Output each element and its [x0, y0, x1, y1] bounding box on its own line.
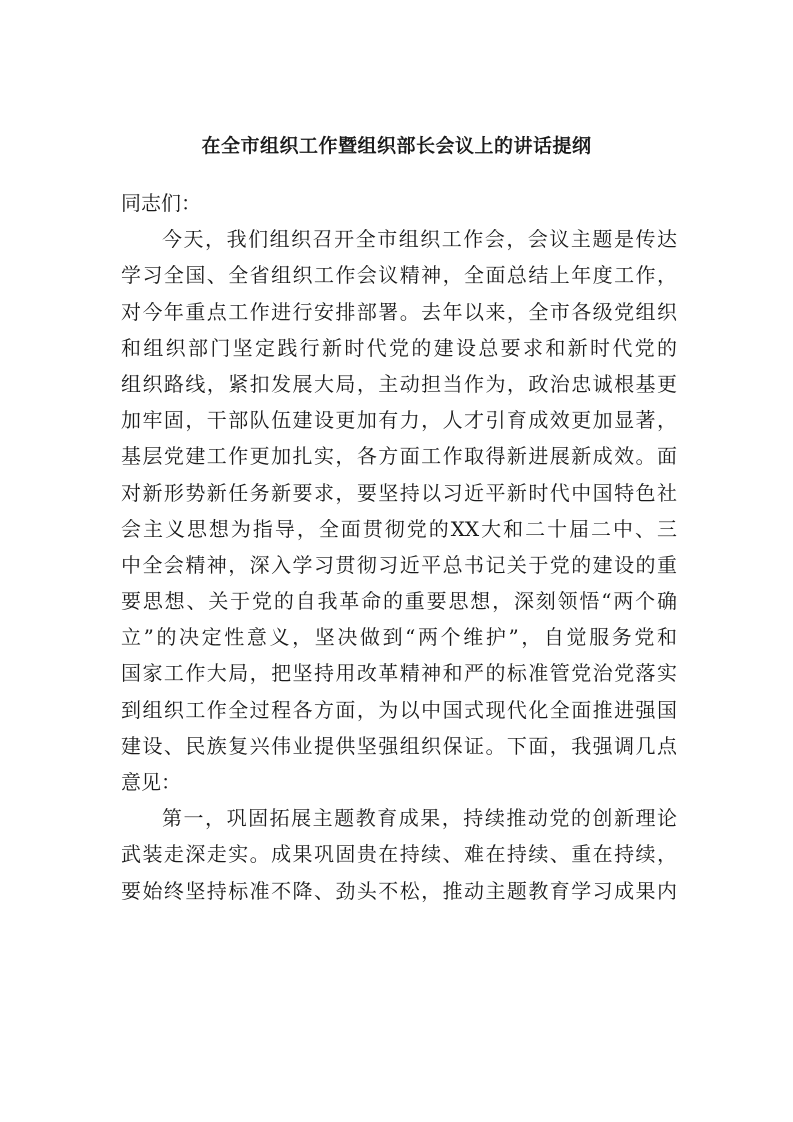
paragraph-line: 立”的决定性意义，坚决做到“两个维护”，自觉服务党和 [121, 625, 677, 650]
paragraph-line: 中全会精神，深入学习贯彻习近平总书记关于党的建设的重 [121, 552, 677, 577]
paragraph-line: 对今年重点工作进行安排部署。去年以来，全市各级党组织 [121, 299, 677, 324]
paragraph-line: 国家工作大局，把坚持用改革精神和严的标准管党治党落实 [121, 661, 677, 686]
document-body [121, 185, 677, 909]
paragraph-line: 加牢固，干部队伍建设更加有力，人才引育成效更加显著， [121, 408, 677, 433]
salutation: 同志们： [121, 191, 201, 215]
paragraph-line: 建设、民族复兴伟业提供坚强组织保证。下面，我强调几点 [121, 733, 677, 758]
paragraph-line: 到组织工作全过程各方面，为以中国式现代化全面推进强国 [121, 697, 677, 722]
paragraph-line: 意见： [121, 770, 181, 794]
paragraph-line: 要始终坚持标准不降、劲头不松，推动主题教育学习成果内 [121, 878, 677, 903]
paragraph-line: 基层党建工作更加扎实，各方面工作取得新进展新成效。面 [121, 444, 677, 469]
paragraph-line: 组织路线，紧扣发展大局，主动担当作为，政治忠诚根基更 [121, 371, 677, 396]
paragraph-line: 要思想、关于党的自我革命的重要思想，深刻领悟“两个确 [121, 589, 677, 614]
paragraph-line: 会主义思想为指导，全面贯彻党的XX大和二十届二中、三 [121, 516, 677, 541]
paragraph-line: 第一，巩固拓展主题教育成果，持续推动党的创新理论 [162, 806, 677, 831]
paragraph-line: 武装走深走实。成果巩固贵在持续、难在持续、重在持续， [121, 842, 677, 867]
paragraph-line: 和组织部门坚定践行新时代党的建设总要求和新时代党的 [121, 335, 677, 360]
paragraph-line: 今天，我们组织召开全市组织工作会，会议主题是传达 [162, 227, 677, 252]
paragraph-line: 学习全国、全省组织工作会议精神，全面总结上年度工作， [121, 263, 677, 288]
paragraph-line: 对新形势新任务新要求，要坚持以习近平新时代中国特色社 [121, 480, 677, 505]
document-title: 在全市组织工作暨组织部长会议上的讲话提纲 [201, 135, 592, 157]
